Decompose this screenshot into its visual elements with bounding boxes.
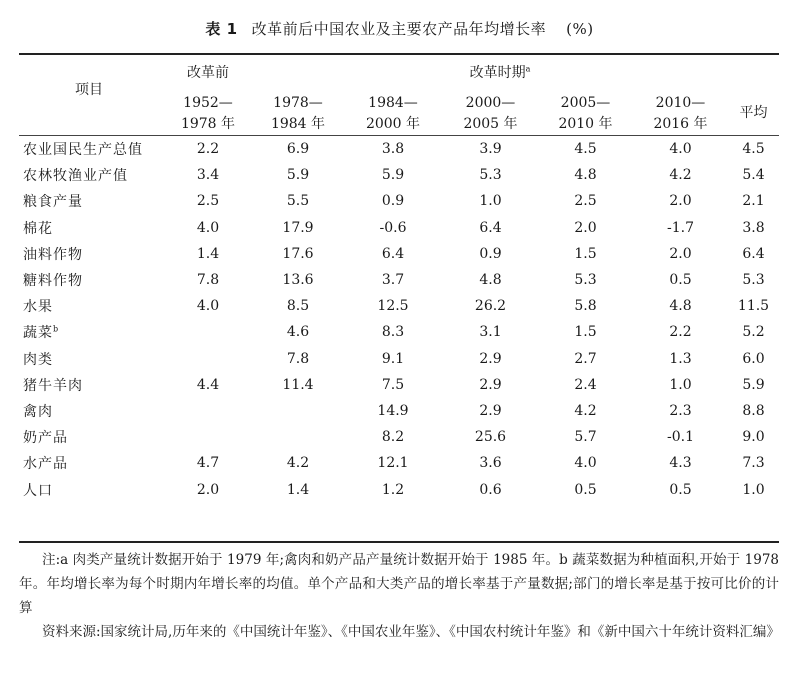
header-col-2 (253, 93, 343, 135)
table-cell: 2.5 (196, 193, 220, 210)
table-cell: 2.5 (574, 193, 597, 210)
table-cell: 5.9 (286, 167, 310, 184)
table-cell: 8.3 (381, 324, 405, 341)
table-cell: 7.8 (196, 272, 220, 289)
header-col-6-line1: 2010— (655, 95, 706, 111)
table-cell: 5.3 (742, 272, 765, 289)
row-label (19, 241, 163, 267)
table-cell: 2.2 (669, 324, 692, 341)
header-pre-reform: 改革前 (187, 65, 229, 81)
row-label (19, 372, 163, 398)
table-cell: 2.7 (574, 350, 597, 367)
row-label-footnote: b (53, 324, 60, 334)
table-cell: 3.1 (479, 324, 502, 341)
table-cell: -1.7 (667, 219, 694, 236)
table-cell: 0.6 (479, 481, 502, 498)
table-cell: 3.8 (742, 219, 765, 236)
table-cell: 2.3 (669, 402, 692, 419)
table-cell: 6.9 (286, 141, 310, 158)
table-cell: 5.4 (742, 167, 765, 184)
table-row (19, 450, 779, 476)
table-cell: 2.4 (574, 376, 597, 393)
header-col-6 (633, 93, 728, 135)
table-cell: 1.0 (479, 193, 502, 210)
table-cell: 26.2 (474, 298, 507, 315)
row-label (19, 267, 163, 293)
row-label (19, 450, 163, 476)
table-body (19, 136, 779, 503)
table-number: 表 1 (205, 20, 238, 38)
table-cell: 3.6 (479, 455, 502, 472)
data-table (19, 136, 779, 503)
header-col-5 (538, 93, 633, 135)
table-cell: 3.4 (196, 167, 220, 184)
table-cell: 2.0 (574, 219, 597, 236)
header-col-5-line1: 2005— (560, 95, 611, 111)
header-col-1-line2: 1978 年 (180, 116, 236, 132)
table-cell: 1.0 (742, 481, 765, 498)
table-cell: 3.8 (381, 141, 405, 158)
row-label-text: 禽肉 (23, 403, 53, 420)
table-row (19, 136, 779, 162)
table-cell: 4.5 (742, 141, 765, 158)
row-label-text: 水果 (23, 299, 53, 316)
table-cell: 9.0 (742, 429, 765, 446)
table-cell: 6.4 (742, 245, 765, 262)
table-cell: 4.8 (574, 167, 597, 184)
table-cell: 17.6 (282, 245, 314, 262)
table-cell: 5.3 (574, 272, 597, 289)
table-title (0, 18, 799, 39)
table-cell: 0.9 (381, 193, 405, 210)
table-cell: 2.2 (196, 141, 220, 158)
header-col-4-line2: 2005 年 (463, 116, 518, 132)
table-cell: 12.1 (377, 455, 409, 472)
table-cell: 7.8 (286, 350, 310, 367)
table-cell: 11.4 (282, 376, 314, 393)
table-cell: 2.9 (479, 350, 502, 367)
table-cell: 4.7 (196, 455, 220, 472)
row-label-text: 人口 (23, 482, 53, 499)
table-row (19, 188, 779, 214)
header-col-1-line1: 1952— (183, 95, 233, 111)
row-label-text: 蔬菜 (23, 325, 53, 342)
row-label-text: 猪牛羊肉 (23, 377, 83, 394)
notes (19, 548, 779, 644)
table-cell: -0.6 (379, 219, 407, 236)
header-col-7: 平均 (739, 105, 768, 121)
table-cell: 0.5 (669, 481, 692, 498)
table-cell: 8.5 (286, 298, 310, 315)
table-cell: 5.9 (381, 167, 405, 184)
row-label-text: 水产品 (23, 456, 68, 473)
table-cell: 1.2 (381, 481, 405, 498)
table-cell: 12.5 (377, 298, 409, 315)
table-cell: 13.6 (282, 272, 314, 289)
row-label (19, 424, 163, 450)
row-label-text: 农林牧渔业产值 (23, 168, 128, 185)
header-col-4 (443, 93, 538, 135)
table-cell: 6.4 (479, 219, 502, 236)
table-cell: 5.5 (286, 193, 310, 210)
table-unit: (%) (566, 20, 594, 38)
table-cell (163, 424, 253, 450)
table-cell: 0.5 (669, 272, 692, 289)
table-cell: 3.7 (381, 272, 405, 289)
table-cell: 8.8 (742, 402, 765, 419)
header-col-3-line2: 2000 年 (365, 116, 421, 132)
table-cell: 4.8 (479, 272, 502, 289)
row-label (19, 188, 163, 214)
table-cell: 5.7 (574, 429, 597, 446)
header-reform-period (400, 63, 600, 84)
table-cell: 17.9 (282, 219, 314, 236)
row-label (19, 136, 163, 162)
bottom-rule (19, 541, 779, 543)
table-cell: 4.4 (196, 376, 220, 393)
row-label (19, 398, 163, 424)
table-cell: 0.5 (574, 481, 597, 498)
row-label-text: 糖料作物 (23, 273, 83, 290)
row-label-text: 棉花 (23, 220, 53, 237)
table-cell: 4.0 (574, 455, 597, 472)
table-cell: 4.5 (574, 141, 597, 158)
table-cell: 4.0 (196, 219, 220, 236)
header-item: 项目 (75, 82, 103, 98)
table-cell: 5.8 (574, 298, 597, 315)
table-row (19, 162, 779, 188)
table-note: 注:a 肉类产量统计数据开始于 1979 年;禽肉和奶产品产量统计数据开始于 1985 年。b 蔬菜数据为种植面积,开始于 1978 年。年均增长率为每个时期内年增长率的均值。单个产品和大类产品的增长率基于产量数据;部门的增长率是基于按可比价的计算 (19, 552, 779, 616)
table-cell: 0.9 (479, 245, 502, 262)
table-cell (253, 398, 343, 424)
table-cell: 11.5 (737, 298, 770, 315)
table-cell: 2.0 (196, 481, 220, 498)
table-cell: 4.0 (196, 298, 220, 315)
header-reform-period-text: 改革时期 (469, 65, 526, 81)
table-cell: 2.9 (479, 376, 502, 393)
row-label (19, 215, 163, 241)
top-rule (19, 53, 779, 55)
header-col-3-line1: 1984— (368, 95, 418, 111)
header-col-3 (343, 93, 443, 135)
table-cell: 7.5 (381, 376, 405, 393)
table-row (19, 293, 779, 319)
header-col-5-line2: 2010 年 (558, 116, 613, 132)
table-cell: 2.9 (479, 402, 502, 419)
table-cell: 25.6 (474, 429, 507, 446)
table-cell (253, 424, 343, 450)
table-cell: 1.3 (669, 350, 692, 367)
table-cell: 5.3 (479, 167, 502, 184)
header-reform-period-sup: a (525, 64, 531, 74)
table-row (19, 346, 779, 372)
table-cell: 2.0 (669, 193, 692, 210)
header-col-6-line2: 2016 年 (653, 116, 708, 132)
table-row (19, 424, 779, 450)
table-row (19, 398, 779, 424)
row-label-text: 农业国民生产总值 (23, 142, 143, 159)
table-cell (163, 346, 253, 372)
table-source: 资料来源:国家统计局,历年来的《中国统计年鉴》、《中国农业年鉴》、《中国农村统计年鉴》和《新中国六十年统计资料汇编》 (42, 624, 780, 640)
table-cell: 2.0 (669, 245, 692, 262)
row-label (19, 476, 163, 502)
table-cell: 4.0 (669, 141, 692, 158)
header-col-4-line1: 2000— (465, 95, 516, 111)
table-title-text: 改革前后中国农业及主要农产品年均增长率 (251, 20, 547, 38)
header-col-2-line1: 1978— (273, 95, 323, 111)
table-cell: 2.1 (742, 193, 765, 210)
table-cell: -0.1 (667, 429, 694, 446)
table-cell: 1.0 (669, 376, 692, 393)
row-label-text: 油料作物 (23, 246, 83, 263)
table-row (19, 372, 779, 398)
table-cell: 4.8 (669, 298, 692, 315)
header-col-2-line2: 1984 年 (270, 116, 326, 132)
table-cell: 3.9 (479, 141, 502, 158)
row-label (19, 293, 163, 319)
table-cell: 9.1 (381, 350, 405, 367)
row-label-text: 肉类 (23, 351, 53, 368)
table-cell: 4.2 (574, 402, 597, 419)
table-cell (163, 398, 253, 424)
header-col-1 (163, 93, 253, 135)
table-cell: 1.4 (196, 245, 220, 262)
table-cell: 4.6 (286, 324, 310, 341)
table-cell: 5.2 (742, 324, 765, 341)
table-cell: 5.9 (742, 376, 765, 393)
row-label-text: 奶产品 (23, 430, 68, 447)
table-row (19, 476, 779, 502)
table-cell: 1.5 (574, 324, 597, 341)
table-cell (163, 319, 253, 345)
row-label-text: 粮食产量 (23, 194, 83, 211)
table-cell: 6.4 (381, 245, 405, 262)
table-cell: 8.2 (381, 429, 405, 446)
table-row (19, 319, 779, 345)
row-label (19, 162, 163, 188)
table-cell: 6.0 (742, 350, 765, 367)
table-cell: 7.3 (742, 455, 765, 472)
table-cell: 14.9 (377, 402, 409, 419)
table-cell: 1.4 (286, 481, 310, 498)
table-cell: 4.3 (669, 455, 692, 472)
table-cell: 1.5 (574, 245, 597, 262)
row-label (19, 319, 163, 345)
table-row (19, 241, 779, 267)
row-label (19, 346, 163, 372)
table-row (19, 267, 779, 293)
table-cell: 4.2 (286, 455, 310, 472)
table-cell: 4.2 (669, 167, 692, 184)
table-row (19, 215, 779, 241)
